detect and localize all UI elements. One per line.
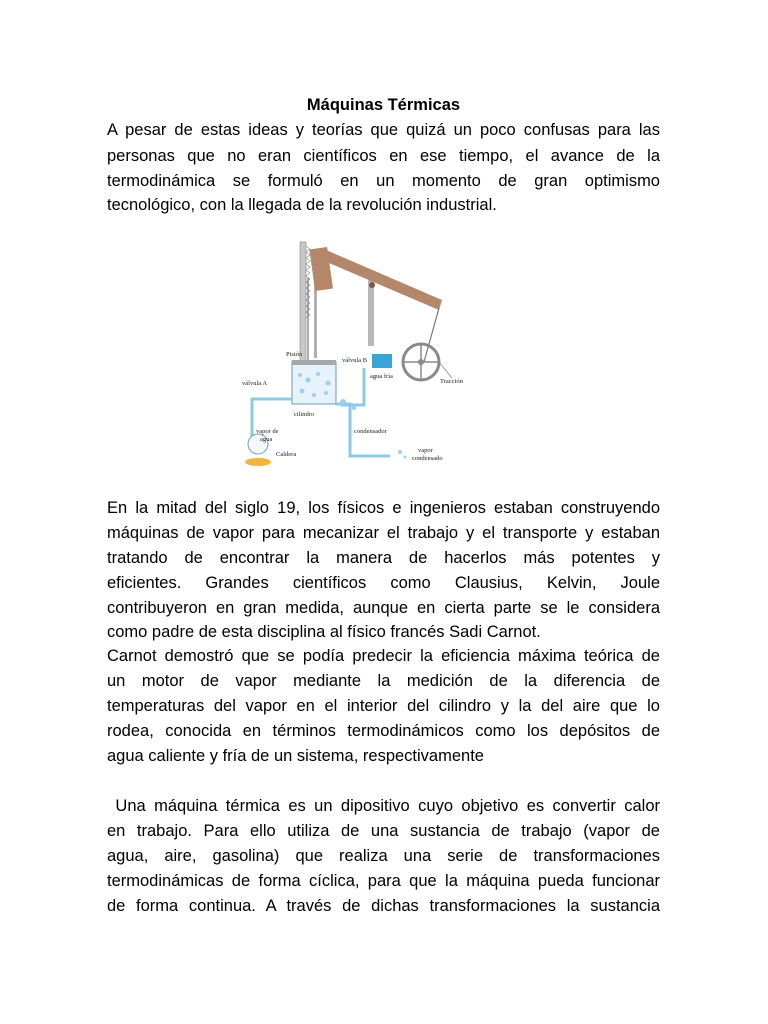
steam-engine-diagram [242, 238, 468, 468]
paragraph-line: termodinámicas de forma cíclica, para que la máquina pueda funcionar [107, 872, 660, 890]
label-vapor-condensado: condensado [412, 455, 443, 462]
flywheel-hub [418, 359, 424, 365]
paragraph-line: termodinámica se formuló en un momento de gran optimismo [107, 172, 660, 190]
paragraph-line: agua, aire, gasolina) que realiza una serie de transformaciones [107, 847, 660, 865]
label-vapor-condensado: vapor [418, 447, 433, 454]
label-traccion: Tracción [440, 378, 463, 385]
paragraph-line: de forma continua. A través de dichas transformaciones la sustancia [107, 897, 660, 915]
cold-water-tank [372, 354, 392, 368]
paragraph-line: En la mitad del siglo 19, los físicos e ingenieros estaban construyendo [107, 499, 660, 517]
piston-head [292, 360, 336, 365]
paragraph-line: Una máquina térmica es un dipositivo cuyo objetivo es convertir calor [107, 797, 660, 815]
paragraph-line: A pesar de estas ideas y teorías que quizá un poco confusas para las [107, 121, 660, 139]
label-valvula-b: válvula B [342, 357, 368, 364]
paragraph-line: rodea, conocida en términos termodinámicos como los depósitos de [107, 722, 660, 740]
paragraph-line: un motor de vapor mediante la medición de la diferencia de [107, 672, 660, 690]
ratchet-rod [300, 242, 306, 364]
label-condensador: condensador [354, 428, 387, 435]
page-title: Máquinas Térmicas [306, 96, 461, 114]
paragraph-line: eficientes. Grandes científicos como Clausius, Kelvin, Joule [107, 574, 660, 592]
label-vapor-de-agua: agua [260, 436, 273, 443]
paragraph-line: máquinas de vapor para mecanizar el trabajo y el transporte y estaban [107, 524, 660, 542]
walking-beam [322, 250, 442, 310]
label-caldera: Caldera [276, 451, 297, 458]
paragraph-line: en trabajo. Para ello utiliza de una sustancia de trabajo (vapor de [107, 822, 660, 840]
traction-belt [439, 362, 452, 378]
paragraph-line: tratando de encontrar la manera de hacerlos más potentes y [107, 549, 660, 567]
label-piston: Pistón [286, 351, 303, 358]
paragraph-line: tecnológico, con la llegada de la revolución industrial. [107, 196, 497, 214]
beam-pivot [369, 282, 375, 288]
paragraph-line: temperaturas del vapor en el interior del cilindro y la del aire que lo [107, 697, 660, 715]
label-valvula-a: válvula A [242, 380, 268, 387]
paragraph-line: agua caliente y fría de un sistema, respectivamente [107, 747, 484, 765]
paragraph-line: personas que no eran científicos en ese tiempo, el avance de la [107, 147, 660, 165]
label-agua-fria: agua fría [370, 373, 393, 380]
paragraph-line: Carnot demostró que se podía predecir la eficiencia máxima teórica de [107, 647, 660, 665]
label-cilindro: cilindro [294, 411, 315, 418]
label-vapor-de-agua: vapor de [256, 428, 279, 435]
boiler-flame [245, 458, 271, 466]
steam-engine-figure [242, 238, 468, 468]
paragraph-line: contribuyeron en gran medida, aunque en cierta parte se le considera [107, 599, 660, 617]
paragraph-line: como padre de esta disciplina al físico francés Sadi Carnot. [107, 623, 541, 641]
